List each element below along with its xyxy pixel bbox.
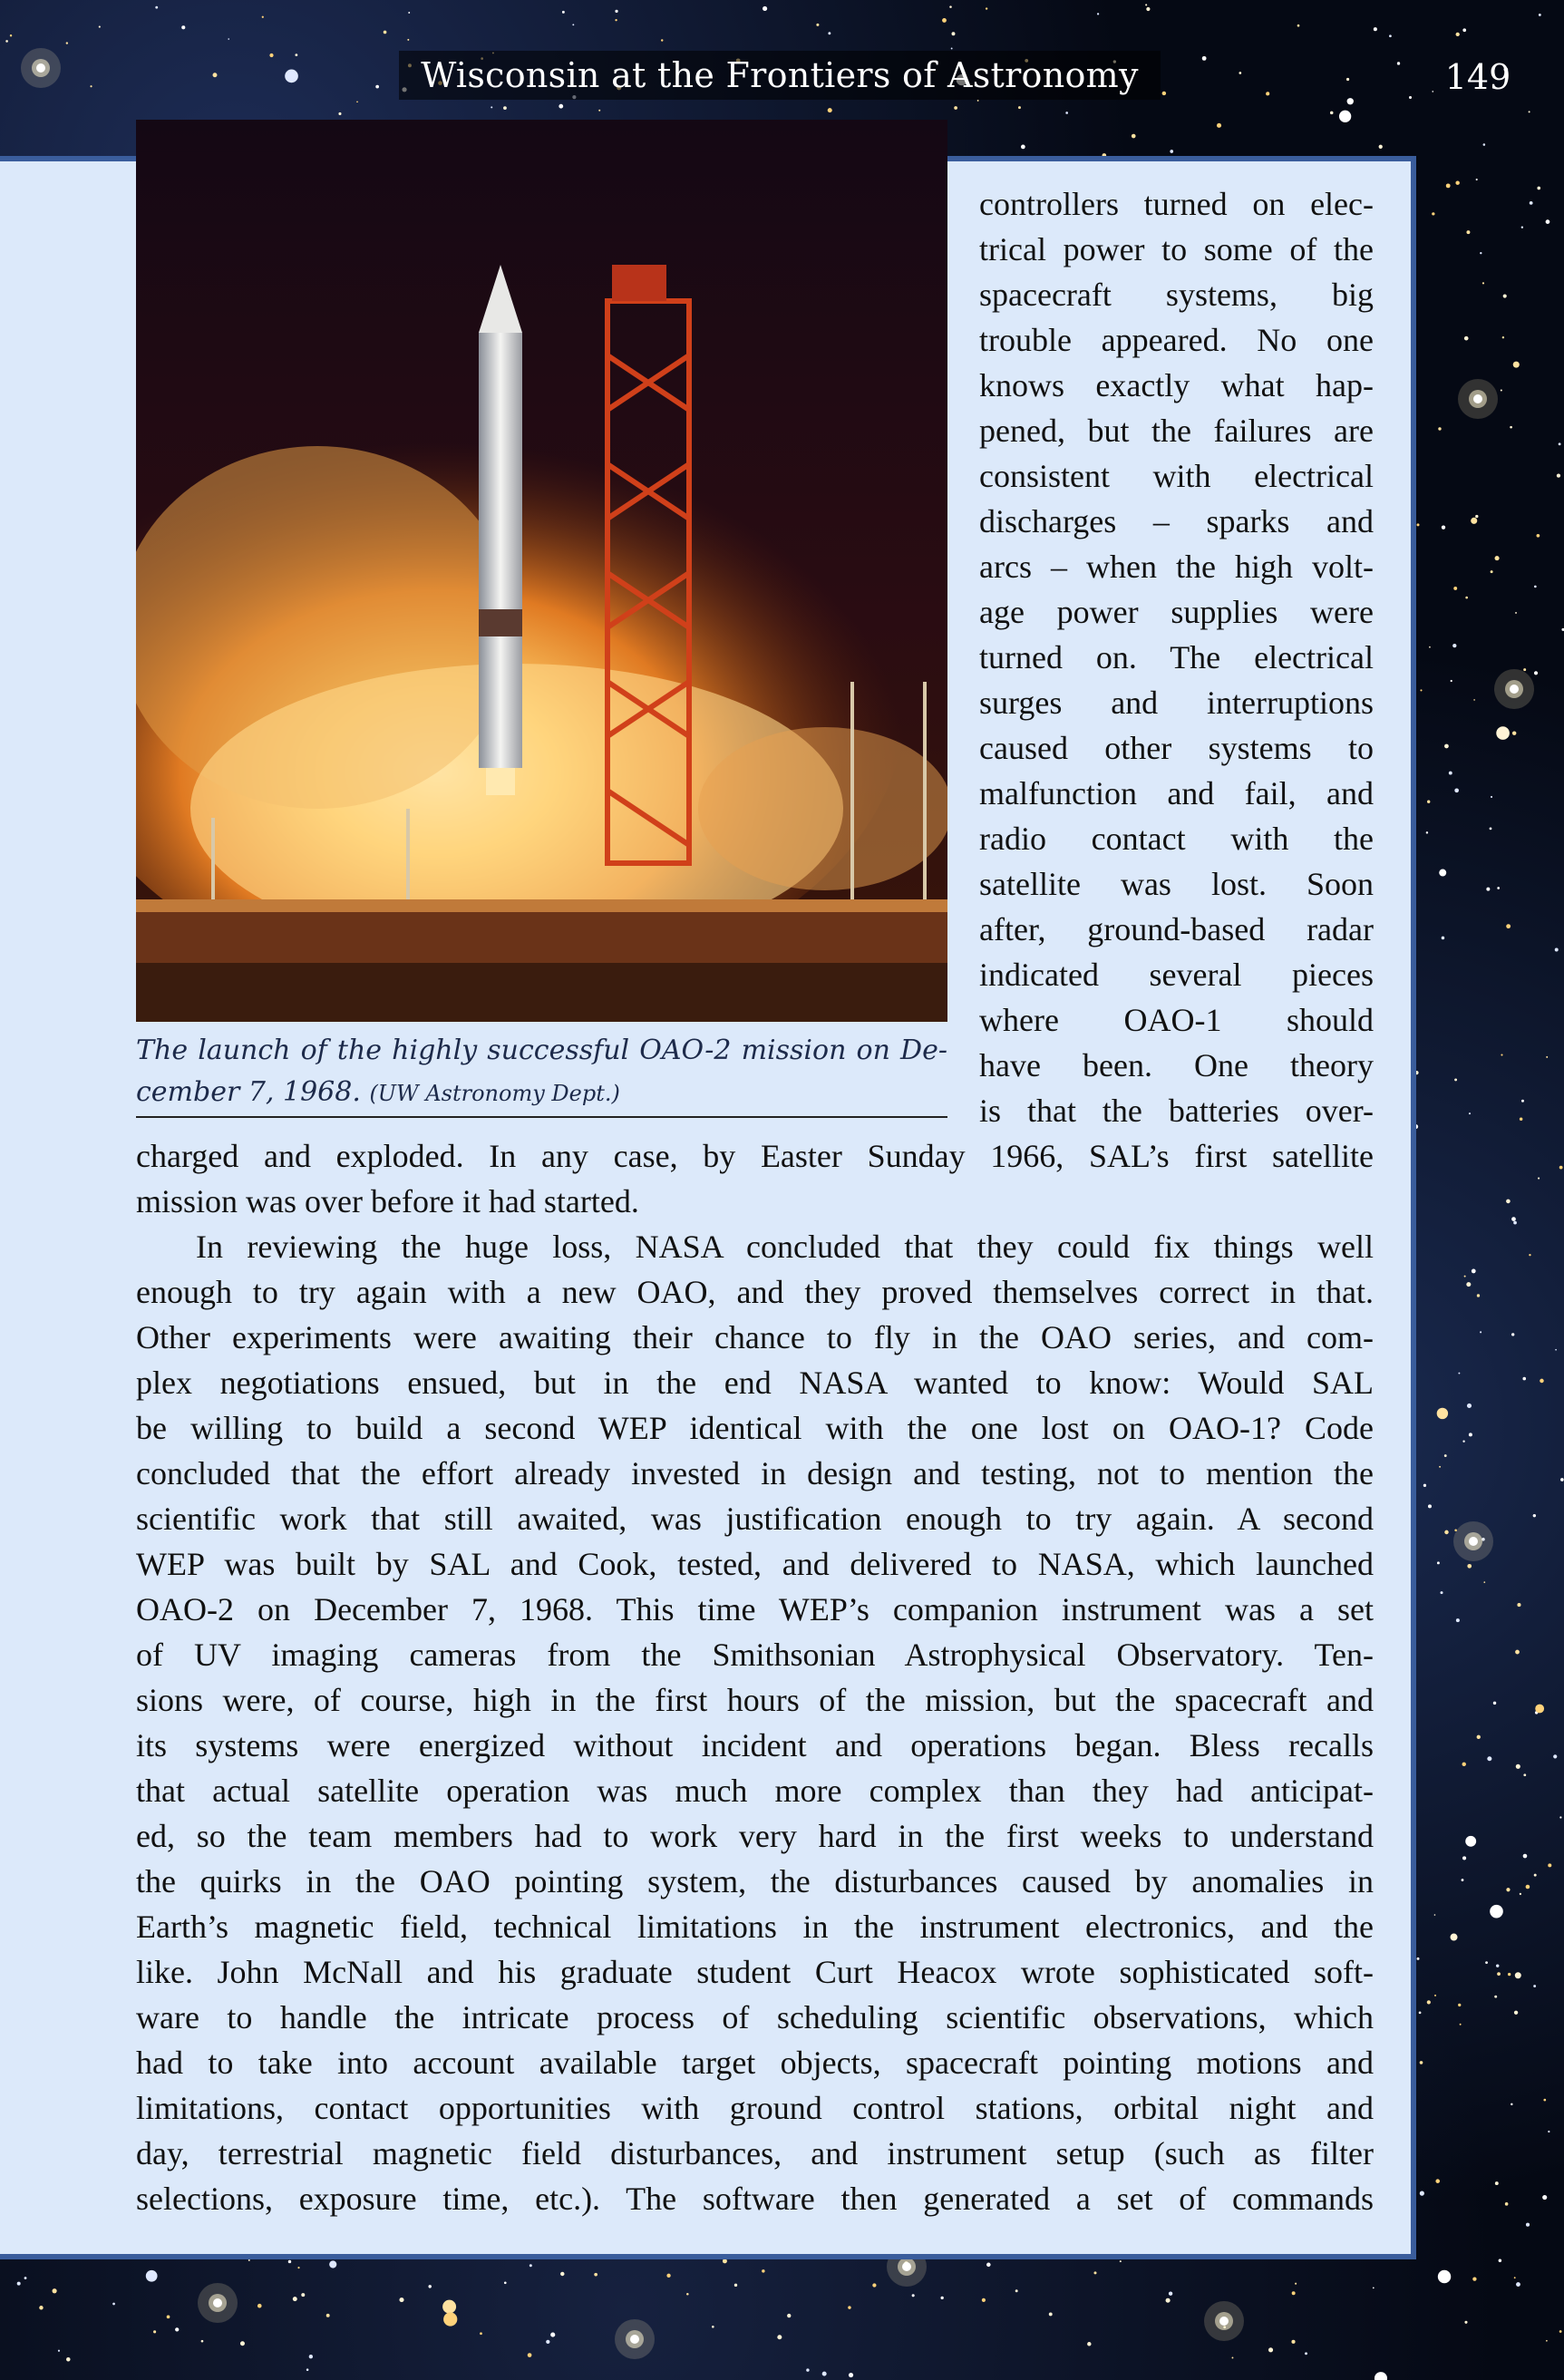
text-line: that actual satellite operation was much more complex than they had anticipat- (136, 1773, 1374, 1809)
text-line: where OAO-1 should (979, 1002, 1374, 1038)
text-line: mission was over before it had started. (136, 1183, 639, 1219)
text-line: concluded that the effort already invested in design and testing, not to mention the (136, 1455, 1374, 1491)
text-line: surges and interruptions (979, 685, 1374, 721)
text-line: scientific work that still awaited, was justification enough to try again. A second (136, 1501, 1374, 1537)
text-line: In reviewing the huge loss, NASA concluded that they could fix things well (196, 1229, 1374, 1265)
page-number: 149 (1444, 57, 1511, 97)
text-line: trouble appeared. No one (979, 322, 1374, 358)
text-line: OAO-2 on December 7, 1968. This time WEP’s companion instrument was a set (136, 1591, 1374, 1627)
overhang-text-line: is that the batteries over- (979, 1093, 1374, 1129)
text-line: malfunction and fail, and (979, 775, 1374, 811)
text-line: satellite was lost. Soon (979, 866, 1374, 902)
text-line: controllers turned on elec- (979, 186, 1374, 222)
rocket-launch-photo (136, 120, 947, 1022)
right-column-text (979, 181, 1374, 1088)
text-line: day, terrestrial magnetic field disturbances, and instrument setup (such as filter (136, 2135, 1374, 2171)
caption-credit: (UW Astronomy Dept.) (369, 1081, 620, 1106)
text-line: consistent with electrical (979, 458, 1374, 494)
text-line: be willing to build a second WEP identical with the one lost on OAO-1? Code (136, 1410, 1374, 1446)
text-line: knows exactly what hap- (979, 367, 1374, 403)
text-line: indicated several pieces (979, 957, 1374, 993)
text-line: have been. One theory (979, 1047, 1374, 1083)
text-line: age power supplies were (979, 594, 1374, 630)
text-line: like. John McNall and his graduate student Curt Heacox wrote sophisticated soft- (136, 1954, 1374, 1990)
caption-text: The launch of the highly successful OAO-2 mission on December 7, 1968. (136, 1035, 947, 1108)
text-line: selections, exposure time, etc.). The software then generated a set of commands (136, 2181, 1374, 2217)
text-line: arcs – when the high volt- (979, 549, 1374, 585)
text-line: ware to handle the intricate process of scheduling scientific observations, which (136, 1999, 1374, 2035)
text-line: trical power to some of the (979, 231, 1374, 267)
text-line: the quirks in the OAO pointing system, the disturbances caused by anomalies in (136, 1863, 1374, 1899)
photo-caption (136, 1030, 947, 1118)
text-line: caused other systems to (979, 730, 1374, 766)
text-line: spacecraft systems, big (979, 277, 1374, 313)
text-line: radio contact with the (979, 821, 1374, 857)
text-line: sions were, of course, high in the first hours of the mission, but the spacecraft and (136, 1682, 1374, 1718)
text-line: turned on. The electrical (979, 639, 1374, 675)
body-text (136, 1133, 1374, 2221)
text-line: limitations, contact opportunities with ground control stations, orbital night and (136, 2090, 1374, 2126)
text-line: Earth’s magnetic field, technical limitations in the instrument electronics, and the (136, 1909, 1374, 1945)
text-line: plex negotiations ensued, but in the end NASA wanted to know: Would SAL (136, 1365, 1374, 1401)
text-line: ed, so the team members had to work very hard in the first weeks to understand (136, 1818, 1374, 1854)
text-line: Other experiments were awaiting their chance to fly in the OAO series, and com- (136, 1319, 1374, 1355)
text-line: enough to try again with a new OAO, and they proved themselves correct in that. (136, 1274, 1374, 1310)
text-line: WEP was built by SAL and Cook, tested, and delivered to NASA, which launched (136, 1546, 1374, 1582)
text-line: had to take into account available target objects, spacecraft pointing motions and (136, 2045, 1374, 2081)
text-line: of UV imaging cameras from the Smithsonian Astrophysical Observatory. Ten- (136, 1637, 1374, 1673)
text-line: discharges – sparks and (979, 503, 1374, 539)
text-line: pened, but the failures are (979, 413, 1374, 449)
text-line: after, ground-based radar (979, 911, 1374, 947)
text-line: its systems were energized without incident and operations began. Bless recalls (136, 1727, 1374, 1763)
running-header: Wisconsin at the Frontiers of Astronomy (399, 51, 1161, 100)
text-line: charged and exploded. In any case, by Easter Sunday 1966, SAL’s first satellite (136, 1138, 1374, 1174)
